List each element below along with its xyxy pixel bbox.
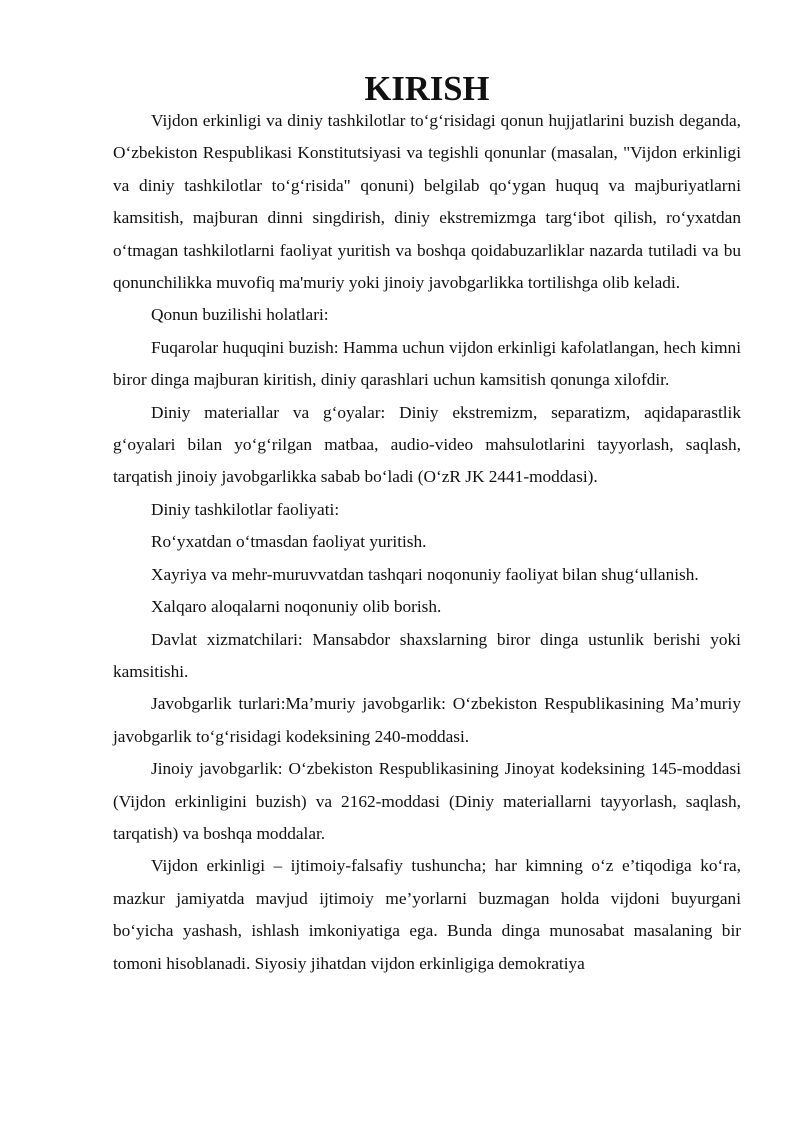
paragraph-organizations-heading: Diniy tashkilotlar faoliyati:: [151, 499, 340, 519]
paragraph-violations-heading: Qonun buzilishi holatlari:: [151, 305, 329, 325]
paragraph-freedom-of-conscience: Vijdon erkinligi – ijtimoiy-falsafiy tushuncha; har kimning o‘z e’tiqodiga ko‘ra, mazkur jamiyatda mavjud ijtimoiy me’yorlarni buzmagan holda vijdoni buyurgani bo‘yicha yashash, ishlash imkoniyatiga ega. Bunda dinga munosabat masalaning bir tomoni hisoblanadi. Siyosiy jihatdan vijdon erkinligiga demokratiya: [113, 856, 741, 973]
paragraph-criminal-liability: Jinoiy javobgarlik: O‘zbekiston Respublikasining Jinoyat kodeksining 145-moddasi (Vijdon erkinligini buzish) va 2162-moddasi (Diniy materiallarni tayyorlash, saqlash, tarqatish) va boshqa moddalar.: [113, 759, 741, 843]
paragraph-administrative-liability: Javobgarlik turlari:Ma’muriy javobgarlik: O‘zbekiston Respublikasining Ma’muriy javobgarlik to‘g‘risidagi kodeksining 240-moddasi.: [113, 694, 741, 746]
paragraph-illegal-activity: Xayriya va mehr-muruvvatdan tashqari noqonuniy faoliyat bilan shug‘ullanish.: [151, 564, 699, 584]
document-title: KIRISH: [364, 70, 490, 108]
paragraph-international-relations: Xalqaro aloqalarni noqonuniy olib borish.: [151, 597, 442, 617]
document-page: [113, 70, 741, 980]
paragraph-civil-servants: Davlat xizmatchilari: Mansabdor shaxslarning biror dinga ustunlik berishi yoki kamsitishi.: [113, 629, 741, 681]
paragraph-unregistered-activity: Ro‘yxatdan o‘tmasdan faoliyat yuritish.: [151, 532, 427, 552]
paragraph-intro: Vijdon erkinligi va diniy tashkilotlar to‘g‘risidagi qonun hujjatlarini buzish deganda, O‘zbekiston Respublikasi Konstitutsiyasi va tegishli qonunlar (masalan, "Vijdon erkinligi va diniy tashkilotlar to‘g‘risida" qonuni) belgilab qo‘ygan huquq va majburiyatlarni kamsitish, majburan dinni singdirish, diniy ekstremizmga targ‘ibot qilish, ro‘yxatdan o‘tmagan tashkilotlarni faoliyat yuritish va boshqa qoidabuzarliklar nazarda tutiladi va bu qonunchilikka muvofiq ma'muriy yoki jinoiy javobgarlikka tortilishga olib keladi.: [113, 111, 741, 293]
paragraph-citizen-rights: Fuqarolar huquqini buzish: Hamma uchun vijdon erkinligi kafolatlangan, hech kimni biror dinga majburan kiritish, diniy qarashlari uchun kamsitish qonunga xilofdir.: [113, 337, 741, 390]
paragraph-religious-materials: Diniy materiallar va g‘oyalar: Diniy ekstremizm, separatizm, aqidaparastlik g‘oyalari bilan yo‘g‘rilgan matbaa, audio-video mahsulotlarini tayyorlash, saqlash, tarqatish jinoiy javobgarlikka sabab bo‘ladi (O‘zR JK 2441-moddasi).: [113, 402, 741, 487]
